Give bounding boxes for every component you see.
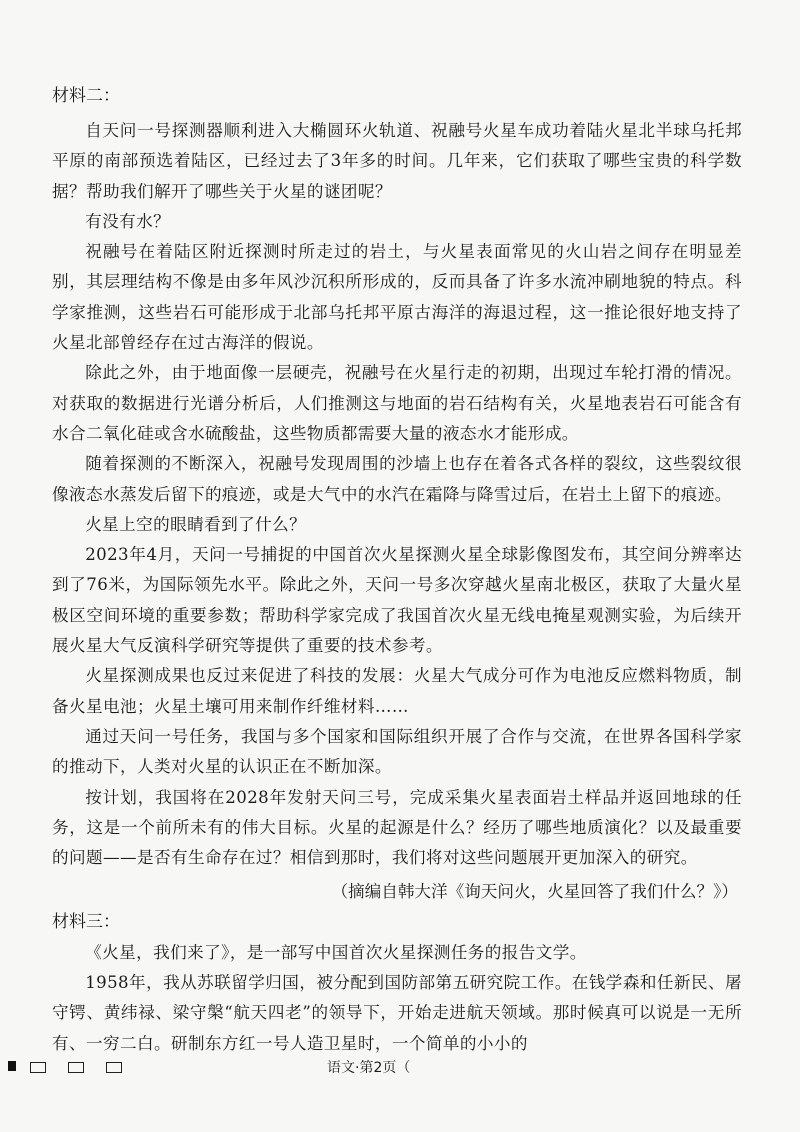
page-footer [0, 1055, 800, 1079]
material-2-paragraph: 火星探测成果也反过来促进了科技的发展：火星大气成分可作为电池反应燃料物质，制备火星电池；火星土壤可用来制作纤维材料…… [52, 666, 742, 716]
material-2-paragraph: 按计划，我国将在2028年发射天问三号，完成采集火星表面岩土样品并返回地球的任务，这是一个前所未有的伟大目标。火星的起源是什么？经历了哪些地质演化？以及最重要的问题——是否有生命存在过？相信到那时，我们将对这些问题展开更加深入的研究。 [52, 787, 742, 868]
material-2-paragraph: 自天问一号探测器顺利进入大椭圆环火轨道、祝融号火星车成功着陆火星北半球乌托邦平原的南部预选着陆区，已经过去了3年多的时间。几年来，它们获取了哪些宝贵的科学数据？帮助我们解开了哪些关于火星的谜团呢？ [52, 121, 742, 201]
material-2-paragraph: 除此之外，由于地面像一层硬壳，祝融号在火星行走的初期，出现过车轮打滑的情况。对获取的数据进行光谱分析后，人们推测这与地面的岩石结构有关，火星地表岩石可能含有水合二氧化硅或含水硫酸盐，这些物质都需要大量的液态水才能形成。 [52, 363, 742, 443]
exam-page-content [52, 86, 742, 1059]
material-2-subheading: 火星上空的眼睛看到了什么？ [85, 514, 307, 534]
registration-mark-icon [8, 1061, 16, 1071]
material-3-heading: 材料三： [52, 911, 120, 932]
box-mark-icon [30, 1062, 46, 1073]
material-2-citation: （摘编自韩大洋《询天问火，火星回答了我们什么？》） [331, 882, 738, 902]
material-2-heading: 材料二： [52, 86, 120, 106]
material-3-paragraph: 1958年，我从苏联留学归国，被分配到国防部第五研究院工作。在钱学森和任新民、屠守锷、黄纬禄、梁守槃“航天四老”的领导下，开始走进航天领域。那时候真可以说是一无所有、一穷二白。研制东方红一号人造卫星时，一个简单的小小的 [52, 973, 742, 1053]
page-number: 语文·第2页（ [327, 1060, 411, 1076]
material-2-paragraph: 2023年4月，天问一号捕捉的中国首次火星探测火星全球影像图发布，其空间分辨率达到了76米，为国际领先水平。除此之外，天问一号多次穿越火星南北极区，获取了大量火星极区空间环境的重要参数；帮助科学家完成了我国首次火星无线电掩星观测实验，为后续开展火星大气反演科学研究等提供了重要的技术参考。 [52, 545, 742, 656]
material-2-paragraph: 随着探测的不断深入，祝融号发现周围的沙墙上也存在着各式各样的裂纹，这些裂纹很像液态水蒸发后留下的痕迹，或是大气中的水汽在霜降与降雪过后，在岩土上留下的痕迹。 [52, 454, 742, 504]
material-2-paragraph: 祝融号在着陆区附近探测时所走过的岩土，与火星表面常见的火山岩之间存在明显差别，其层理结构不像是由多年风沙沉积所形成的，反而具备了许多水流冲刷地貌的特点。科学家推测，这些岩石可能形成于北部乌托邦平原古海洋的海退过程，这一推论很好地支持了火星北部曾经存在过古海洋的假说。 [52, 242, 742, 353]
material-2-subheading: 有没有水？ [85, 211, 171, 231]
box-mark-icon [68, 1062, 84, 1073]
material-2-paragraph: 通过天问一号任务，我国与多个国家和国际组织开展了合作与交流，在世界各国科学家的推动下，人类对火星的认识正在不断加深。 [52, 726, 742, 777]
material-3-paragraph: 《火星，我们来了》，是一部写中国首次火星探测任务的报告文学。 [85, 942, 587, 962]
box-mark-icon [106, 1062, 122, 1073]
